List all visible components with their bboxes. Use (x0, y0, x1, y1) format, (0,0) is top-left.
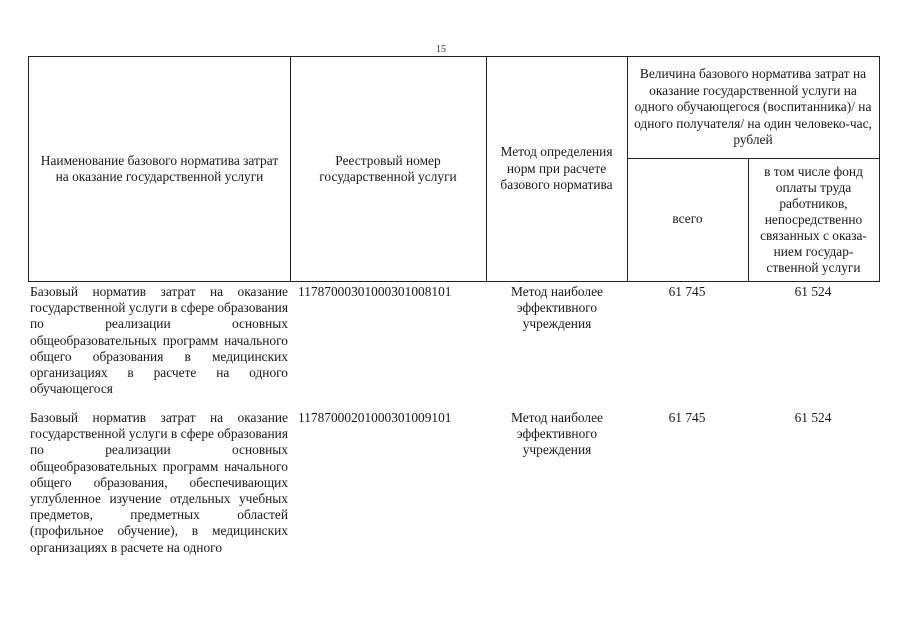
row-code: 11787000201000301009101 (298, 410, 452, 425)
header-col-name: Наименование базового норматива затрат на оказание государственной услуги (40, 152, 279, 184)
header-col-fund: в том числе фонд оплаты труда работников, непосредственно связанных с оказа- нием государ- ственной услуги (760, 163, 867, 275)
row-total: 61 745 (668, 284, 706, 299)
table-header (28, 56, 880, 282)
row-name: Базовый норматив затрат на оказание государственной услуги в сфере образования по реализации основных общеобразовательных программ начального общего образования, обеспечивающих углубленное изучение отдельных учебных предметов, предметных областей (профильное обучение), в медицинских организациях в расчете на одного (30, 410, 288, 555)
row-fund: 61 524 (794, 410, 832, 425)
row-fund: 61 524 (794, 284, 832, 299)
header-col-total: всего (672, 211, 703, 227)
header-col-code: Реестровый номер государственной услуги (319, 152, 457, 184)
row-code: 11787000301000301008101 (298, 284, 452, 299)
header-col-method: Метод определения норм при расчете базового норматива (500, 144, 613, 193)
page-number: 15 (436, 44, 446, 55)
row-method: Метод наиболее эффективного учреждения (511, 284, 603, 332)
header-col-value-group: Величина базового норматива затрат на оказание государственной услуги на одного обучающегося (воспитанника)/ на одного получателя/ на один человеко-час, рублей (634, 66, 872, 148)
row-method: Метод наиболее эффективного учреждения (511, 410, 603, 458)
row-total: 61 745 (668, 410, 706, 425)
row-name: Базовый норматив затрат на оказание государственной услуги в сфере образования по реализации основных общеобразовательных программ начального общего образования в медицинских организациях в расчете на одного обучающегося (30, 284, 288, 397)
